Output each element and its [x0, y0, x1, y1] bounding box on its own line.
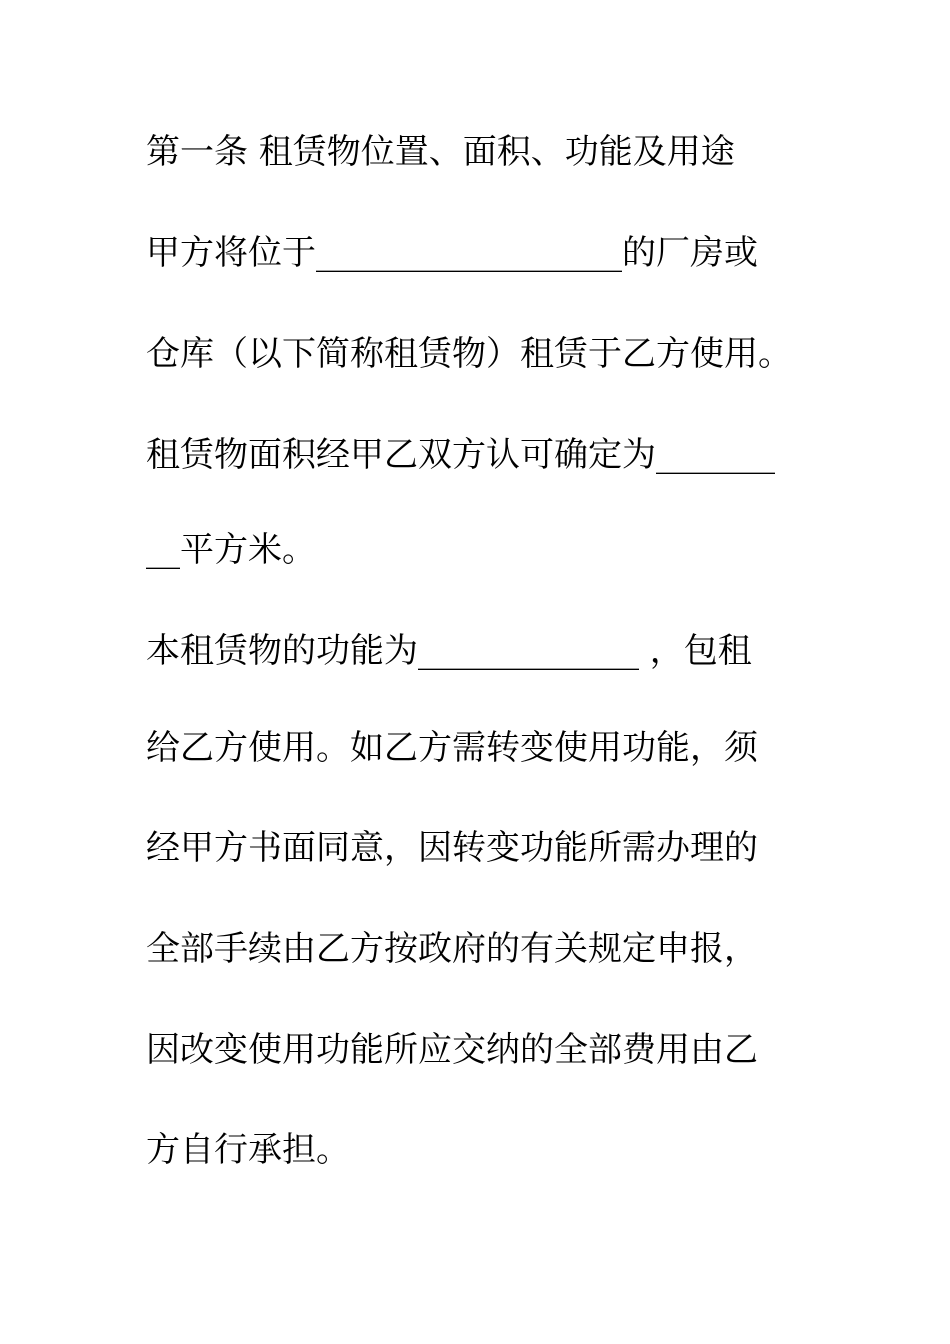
text-line: 本租赁物的功能为_____________ ，包租: [146, 631, 752, 671]
text-line: 全部手续由乙方按政府的有关规定申报，: [146, 929, 758, 969]
text-line: 方自行承担。: [146, 1130, 350, 1170]
text-line: 经甲方书面同意，因转变功能所需办理的: [146, 828, 758, 868]
text-line: 给乙方使用。如乙方需转变使用功能，须: [146, 728, 758, 768]
text-line: 因改变使用功能所应交纳的全部费用由乙: [146, 1030, 758, 1070]
text-line: 甲方将位于__________________的厂房或: [146, 233, 758, 273]
text-line: 仓库（以下简称租赁物）租赁于乙方使用。: [146, 334, 792, 374]
article-heading: 第一条 租赁物位置、面积、功能及用途: [146, 132, 735, 172]
text-line: 租赁物面积经甲乙双方认可确定为_______: [146, 435, 775, 475]
text-line: __平方米。: [146, 530, 316, 570]
